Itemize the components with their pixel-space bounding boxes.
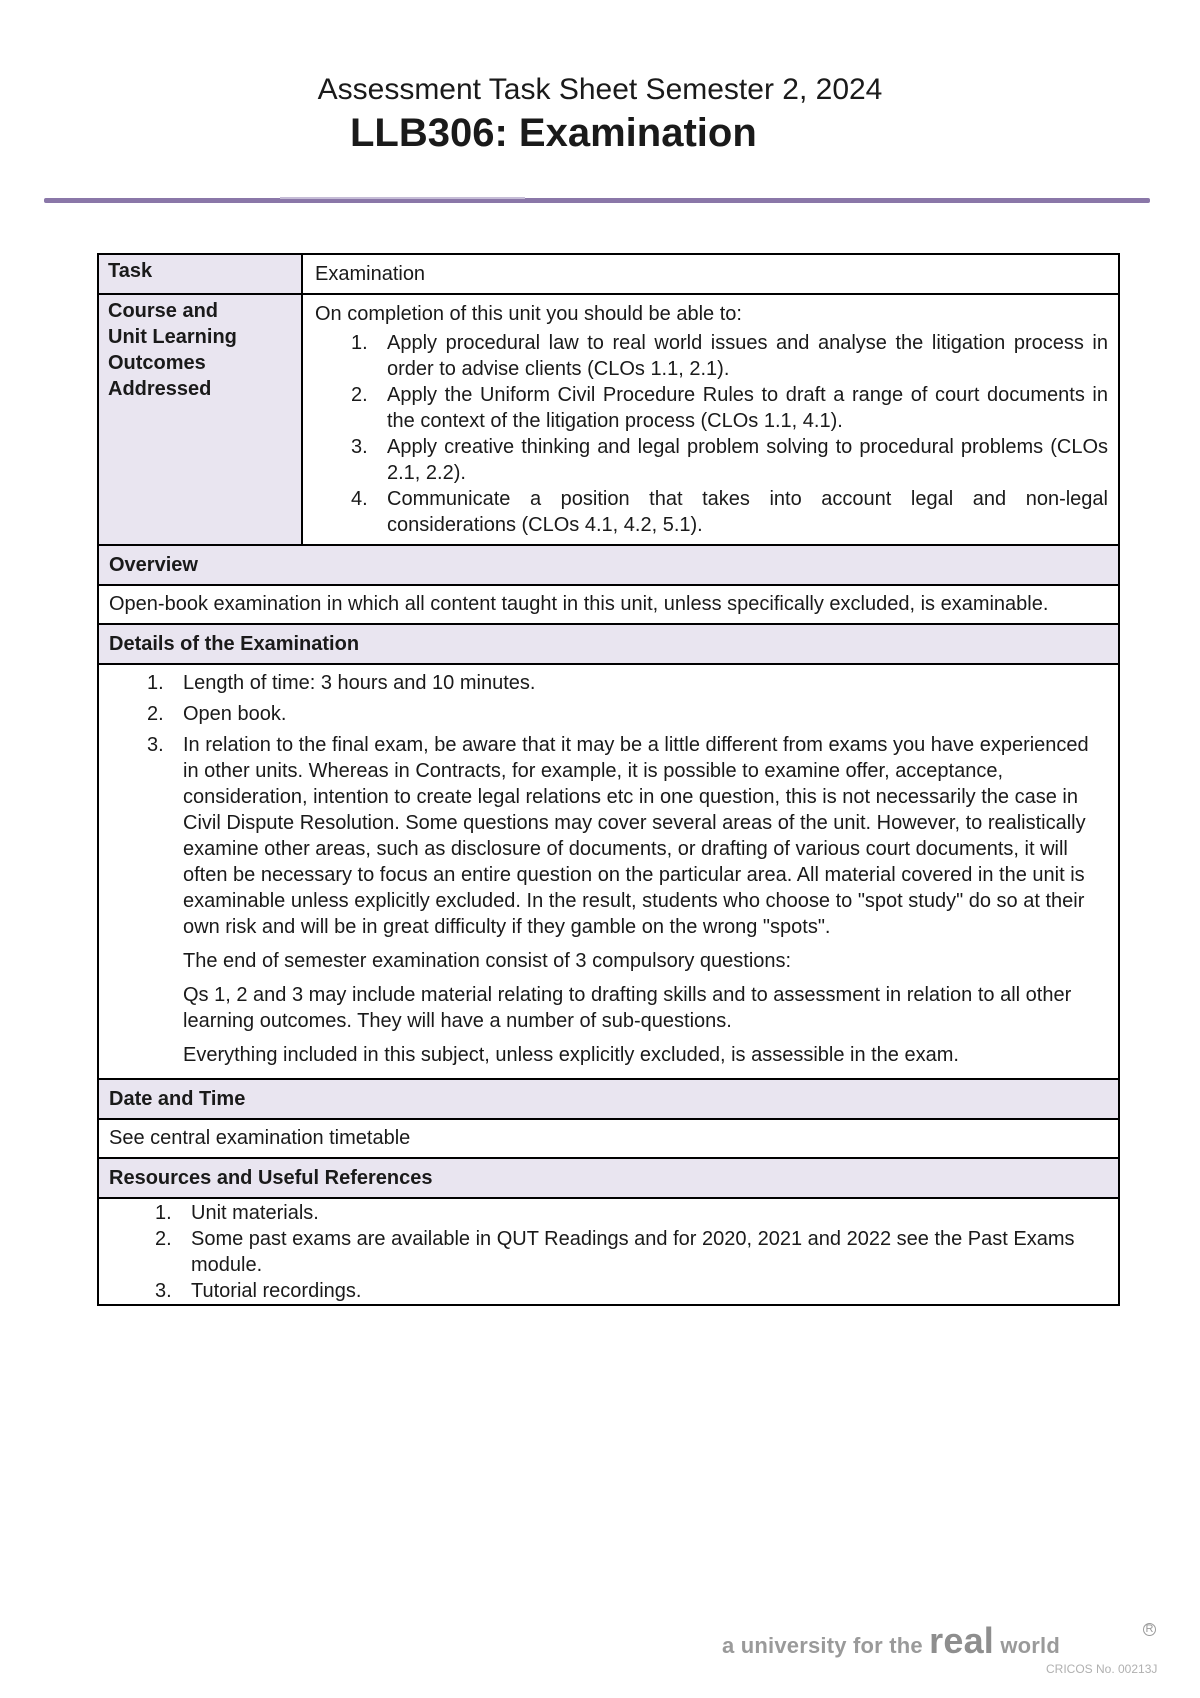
- outcomes-label-line: Addressed: [108, 378, 212, 400]
- datetime-heading: Date and Time: [98, 1079, 1119, 1119]
- unit-code-heading: LLB306: Examination: [350, 111, 757, 155]
- list-item: [109, 1226, 1108, 1278]
- tagline-prefix: a university for the: [722, 1633, 923, 1658]
- details-paragraph: Qs 1, 2 and 3 may include material relating to drafting skills and to assessment in relation to all other learning outcomes. They will have a number of sub-questions.: [183, 984, 1072, 1032]
- details-heading-row: [98, 624, 1119, 664]
- details-heading: Details of the Examination: [98, 624, 1119, 664]
- overview-body-row: [98, 585, 1119, 624]
- datetime-text: See central examination timetable: [98, 1119, 1119, 1158]
- list-item: [315, 434, 1108, 486]
- list-number: 2.: [147, 703, 164, 725]
- header-divider-highlight: [280, 197, 525, 199]
- list-item-text: In relation to the final exam, be aware that it may be a little different from exams you have experienced in other units. Whereas in Contracts, for example, it is possible to examine offer, acceptance, consideration, intention to create legal relations etc in one question, this is not necessarily the case in Civil Dispute Resolution. Some questions may cover several areas of the unit. However, to realistically examine other areas, such as disclosure of documents, or drafting of various court documents, it will often be necessary to focus an entire question on the particular area. All material covered in the unit is examinable unless explicitly excluded. In the result, students who choose to "spot study" do so at their own risk and will be in great difficulty if they gamble on the wrong "spots".: [183, 734, 1089, 938]
- registered-mark-icon: R: [1143, 1623, 1156, 1636]
- task-table: [97, 253, 1120, 1306]
- task-row: [98, 254, 1119, 294]
- list-item-text: Open book.: [183, 703, 287, 725]
- list-item: [315, 486, 1108, 538]
- list-number: 1.: [155, 1202, 172, 1224]
- list-item-text: Tutorial recordings.: [191, 1280, 362, 1302]
- list-item: [315, 382, 1108, 434]
- tagline-real: real: [929, 1620, 995, 1661]
- overview-heading: Overview: [98, 545, 1119, 585]
- outcomes-label-cell: [98, 294, 302, 545]
- list-number: 1.: [351, 332, 368, 354]
- list-item: [109, 1200, 1108, 1226]
- details-body: [98, 664, 1119, 1079]
- document-title: Assessment Task Sheet Semester 2, 2024: [317, 73, 883, 106]
- overview-heading-row: [98, 545, 1119, 585]
- resources-body: [98, 1198, 1119, 1305]
- outcomes-label-line: Course and: [108, 300, 219, 322]
- list-number: 3.: [351, 436, 368, 458]
- details-paragraph: Everything included in this subject, unless explicitly excluded, is assessible in the exam.: [183, 1044, 959, 1066]
- list-number: 2.: [155, 1228, 172, 1250]
- cricos-number: CRICOS No. 00213J: [1046, 1662, 1158, 1676]
- datetime-heading-row: [98, 1079, 1119, 1119]
- list-number: 3.: [155, 1280, 172, 1302]
- list-item: [109, 670, 1108, 696]
- details-list: [109, 670, 1108, 940]
- datetime-body-row: [98, 1119, 1119, 1158]
- list-number: 3.: [147, 734, 164, 756]
- list-item-text: Some past exams are available in QUT Readings and for 2020, 2021 and 2022 see the Past Exams module.: [191, 1228, 1075, 1276]
- outcomes-intro: On completion of this unit you should be able to:: [315, 303, 742, 325]
- overview-text: Open-book examination in which all content taught in this unit, unless specifically excluded, is examinable.: [98, 585, 1119, 624]
- list-number: 1.: [147, 672, 164, 694]
- resources-list: [109, 1200, 1108, 1304]
- list-item-text: Apply the Uniform Civil Procedure Rules to draft a range of court documents in the context of the litigation process (CLOs 1.1, 4.1).: [387, 384, 1108, 432]
- list-item: [109, 732, 1108, 940]
- task-value: Examination: [315, 263, 426, 285]
- list-item-text: Communicate a position that takes into account legal and non-legal considerations (CLOs 4.1, 4.2, 5.1).: [387, 488, 1108, 536]
- list-number: 2.: [351, 384, 368, 406]
- outcomes-label-line: Outcomes: [108, 352, 206, 374]
- outcomes-label-line: Unit Learning: [108, 326, 237, 348]
- outcomes-row: [98, 294, 1119, 545]
- university-tagline-logo: [722, 1620, 1060, 1662]
- list-item-text: Unit materials.: [191, 1202, 319, 1224]
- details-body-row: [98, 664, 1119, 1079]
- outcomes-value-cell: [302, 294, 1119, 545]
- list-item-text: Apply procedural law to real world issues and analyse the litigation process in order to advise clients (CLOs 1.1, 2.1).: [387, 332, 1108, 380]
- task-label: Task: [108, 260, 153, 282]
- list-item-text: Apply creative thinking and legal problem solving to procedural problems (CLOs 2.1, 2.2).: [387, 436, 1108, 484]
- list-item: [109, 701, 1108, 727]
- tagline-world: world: [1000, 1633, 1060, 1658]
- header-divider: [44, 198, 1150, 203]
- list-number: 4.: [351, 488, 368, 510]
- details-paragraph: The end of semester examination consist of 3 compulsory questions:: [183, 950, 792, 972]
- resources-heading: Resources and Useful References: [98, 1158, 1119, 1198]
- task-label-cell: [98, 254, 302, 294]
- list-item-text: Length of time: 3 hours and 10 minutes.: [183, 672, 536, 694]
- resources-body-row: [98, 1198, 1119, 1305]
- list-item: [315, 330, 1108, 382]
- resources-heading-row: [98, 1158, 1119, 1198]
- list-item: [109, 1278, 1108, 1304]
- outcomes-list: [315, 330, 1108, 538]
- task-value-cell: [302, 254, 1119, 294]
